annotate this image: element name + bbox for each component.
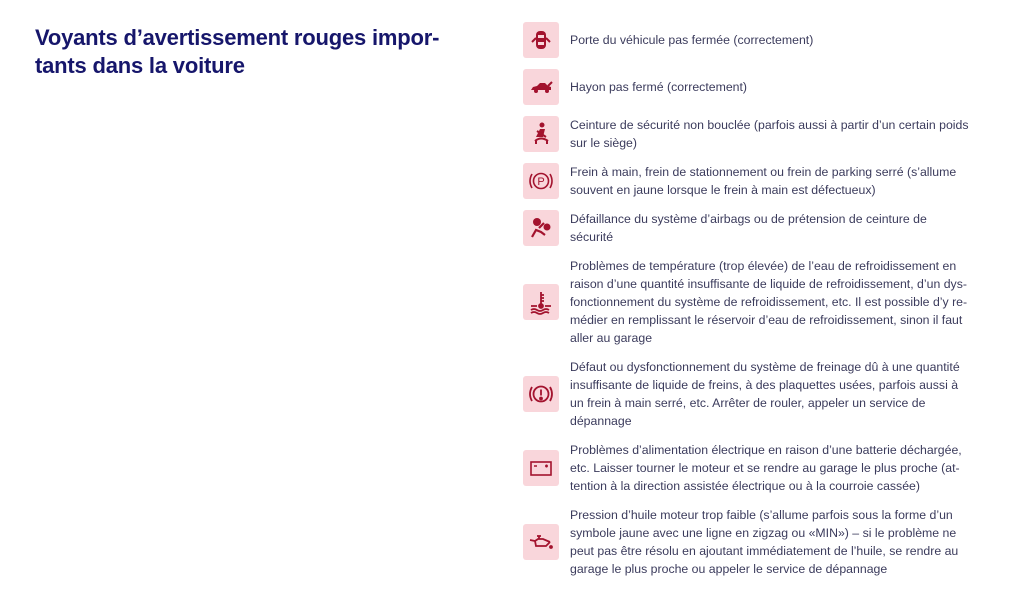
description-line: insuffisante de liquide de freins, à des plaquettes usées, parfois aussi à bbox=[570, 378, 959, 392]
oil-pressure-icon bbox=[523, 524, 559, 560]
description-line: garage le plus proche ou appeler le service de dépannage bbox=[570, 562, 888, 576]
warning-light-item bbox=[523, 506, 983, 578]
page-title bbox=[35, 24, 495, 80]
description-line: Hayon pas fermé (correctement) bbox=[570, 80, 748, 94]
warning-light-item bbox=[523, 163, 983, 199]
warning-light-description bbox=[570, 506, 958, 578]
description-line: dépannage bbox=[570, 414, 632, 428]
description-line: souvent en jaune lorsque le frein à main est défectueux) bbox=[570, 183, 876, 197]
description-line: sur le siège) bbox=[570, 136, 637, 150]
battery-icon bbox=[523, 450, 559, 486]
description-line: Porte du véhicule pas fermée (correctement) bbox=[570, 33, 814, 47]
coolant-temperature-icon bbox=[523, 284, 559, 320]
warning-light-description bbox=[570, 210, 927, 246]
warning-light-item bbox=[523, 358, 983, 430]
warning-light-item bbox=[523, 441, 983, 495]
seatbelt-icon bbox=[523, 116, 559, 152]
warning-light-description bbox=[570, 257, 967, 347]
svg-text:P: P bbox=[537, 176, 545, 188]
description-line: raison d’une quantité insuffisante de liquide de refroidissement, d’un dys- bbox=[570, 277, 967, 291]
warning-light-description bbox=[570, 441, 962, 495]
warning-light-item bbox=[523, 116, 983, 152]
description-line: sécurité bbox=[570, 230, 614, 244]
warning-lights-list bbox=[523, 22, 983, 578]
warning-light-item bbox=[523, 69, 983, 105]
car-door-open-icon bbox=[523, 22, 559, 58]
description-line: Défaut ou dysfonctionnement du système de freinage dû à une quantité bbox=[570, 360, 960, 374]
warning-light-description bbox=[570, 78, 747, 96]
warning-light-item bbox=[523, 257, 983, 347]
description-line: fonctionnement du système de refroidissement, etc. Il est possible d’y re- bbox=[570, 295, 968, 309]
description-line: peut pas être résolu en ajoutant immédiatement de l’huile, se rendre au bbox=[570, 544, 959, 558]
warning-light-item bbox=[523, 22, 983, 58]
description-line: aller au garage bbox=[570, 331, 653, 345]
warning-light-item bbox=[523, 210, 983, 246]
title-line: tants dans la voiture bbox=[35, 53, 245, 78]
warning-light-description bbox=[570, 358, 960, 430]
description-line: Problèmes de température (trop élevée) de l’eau de refroidissement en bbox=[570, 259, 957, 273]
brake-warning-icon bbox=[523, 376, 559, 412]
description-line: symbole jaune avec une ligne en zigzag ou «MIN») – si le problème ne bbox=[570, 526, 957, 540]
description-line: un frein à main serré, etc. Arrêter de rouler, appeler un service de bbox=[570, 396, 926, 410]
description-line: médier en remplissant le réservoir d’eau de refroidissement, sinon il faut bbox=[570, 313, 963, 327]
parking-brake-icon bbox=[523, 163, 559, 199]
warning-light-description bbox=[570, 31, 813, 49]
warning-light-description bbox=[570, 163, 956, 199]
title-line: Voyants d’avertissement rouges impor- bbox=[35, 25, 440, 50]
description-line: Ceinture de sécurité non bouclée (parfois aussi à partir d’un certain poids bbox=[570, 118, 969, 132]
warning-light-description bbox=[570, 116, 969, 152]
description-line: Problèmes d’alimentation électrique en raison d’une batterie déchargée, bbox=[570, 443, 962, 457]
car-trunk-open-icon bbox=[523, 69, 559, 105]
description-line: Pression d’huile moteur trop faible (s’allume parfois sous la forme d’un bbox=[570, 508, 953, 522]
airbag-icon bbox=[523, 210, 559, 246]
description-line: Défaillance du système d’airbags ou de prétension de ceinture de bbox=[570, 212, 927, 226]
description-line: etc. Laisser tourner le moteur et se rendre au garage le plus proche (at- bbox=[570, 461, 960, 475]
description-line: Frein à main, frein de stationnement ou frein de parking serré (s’allume bbox=[570, 165, 957, 179]
description-line: tention à la direction assistée électrique ou à la courroie cassée) bbox=[570, 479, 920, 493]
